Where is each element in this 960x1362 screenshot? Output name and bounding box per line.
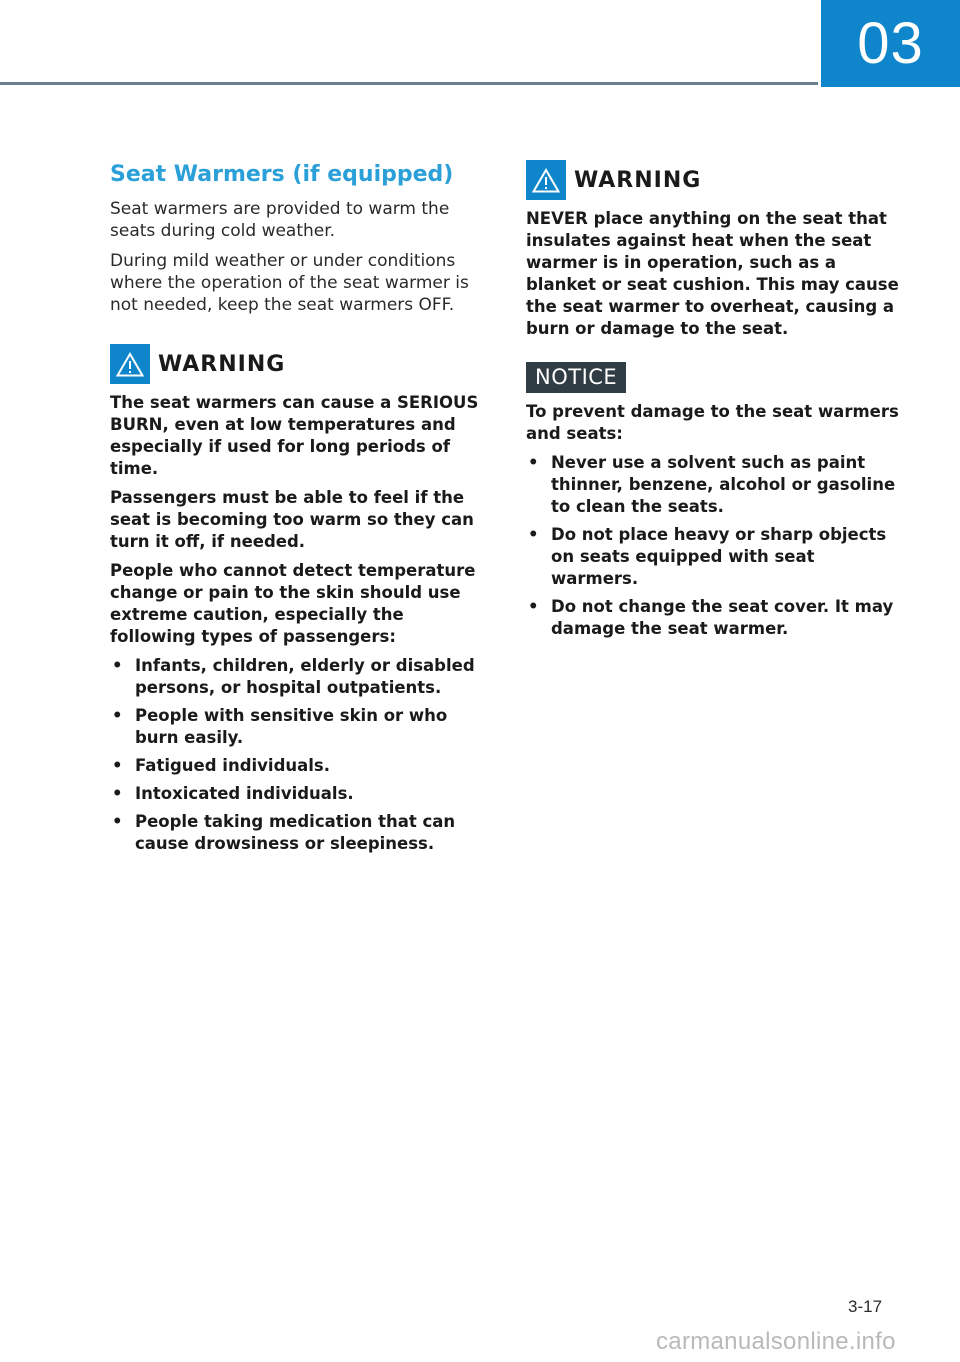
list-item: • Intoxicated individuals.: [112, 784, 354, 803]
list-item: • Infants, children, elderly or disabled persons, or hospital outpatients.: [112, 656, 475, 697]
chapter-tab: 03: [821, 0, 960, 87]
notice-badge: NOTICE: [526, 362, 626, 393]
warning-header: [110, 344, 482, 384]
list-item: • People taking medication that can cause drowsiness or sleepiness.: [112, 812, 456, 853]
warning-title: WARNING: [574, 167, 702, 193]
watermark-link[interactable]: carmanualsonline.info: [656, 1328, 896, 1355]
intro-paragraph: Seat warmers are provided to warm the seats during cold weather.: [110, 199, 450, 241]
list-item: • Do not place heavy or sharp objects on seats equipped with seat warmers.: [528, 525, 887, 588]
mild-weather-paragraph: During mild weather or under conditions where the operation of the seat warmer is not needed, keep the seat warmers OFF.: [110, 251, 469, 315]
list-item: • Never use a solvent such as paint thinner, benzene, alcohol or gasoline to clean the seats.: [528, 453, 896, 516]
warning-paragraph: NEVER place anything on the seat that insulates against heat when the seat warmer is in operation, such as a blanket or seat cushion. This may cause the seat warmer to overheat, causing a burn or damage to the seat.: [526, 209, 899, 338]
right-column: [526, 160, 901, 646]
warning-title: WARNING: [158, 351, 286, 377]
warning-paragraph: People who cannot detect temperature change or pain to the skin should use extreme caution, especially the following types of passengers:: [110, 561, 476, 646]
passenger-list: [110, 655, 482, 855]
warning-block: [526, 160, 901, 340]
left-column: [110, 160, 482, 861]
warning-block: [110, 344, 482, 855]
notice-intro: To prevent damage to the seat warmers and seats:: [526, 402, 899, 443]
section-title: Seat Warmers (if equipped): [110, 162, 454, 187]
list-item: • People with sensitive skin or who burn easily.: [112, 706, 448, 747]
header-rule: [0, 82, 818, 85]
warning-paragraph: Passengers must be able to feel if the seat is becoming too warm so they can turn it off, if needed.: [110, 488, 474, 551]
list-item: • Fatigued individuals.: [112, 756, 331, 775]
warning-triangle-icon: [110, 344, 150, 384]
notice-block: [526, 362, 901, 640]
warning-header: [526, 160, 901, 200]
warning-paragraph: The seat warmers can cause a SERIOUS BURN, even at low temperatures and especially if used for long periods of time.: [110, 393, 479, 478]
warning-triangle-icon: [526, 160, 566, 200]
page-number: 3-17: [848, 1297, 883, 1316]
notice-list: [526, 452, 901, 640]
list-item: • Do not change the seat cover. It may damage the seat warmer.: [528, 597, 894, 638]
